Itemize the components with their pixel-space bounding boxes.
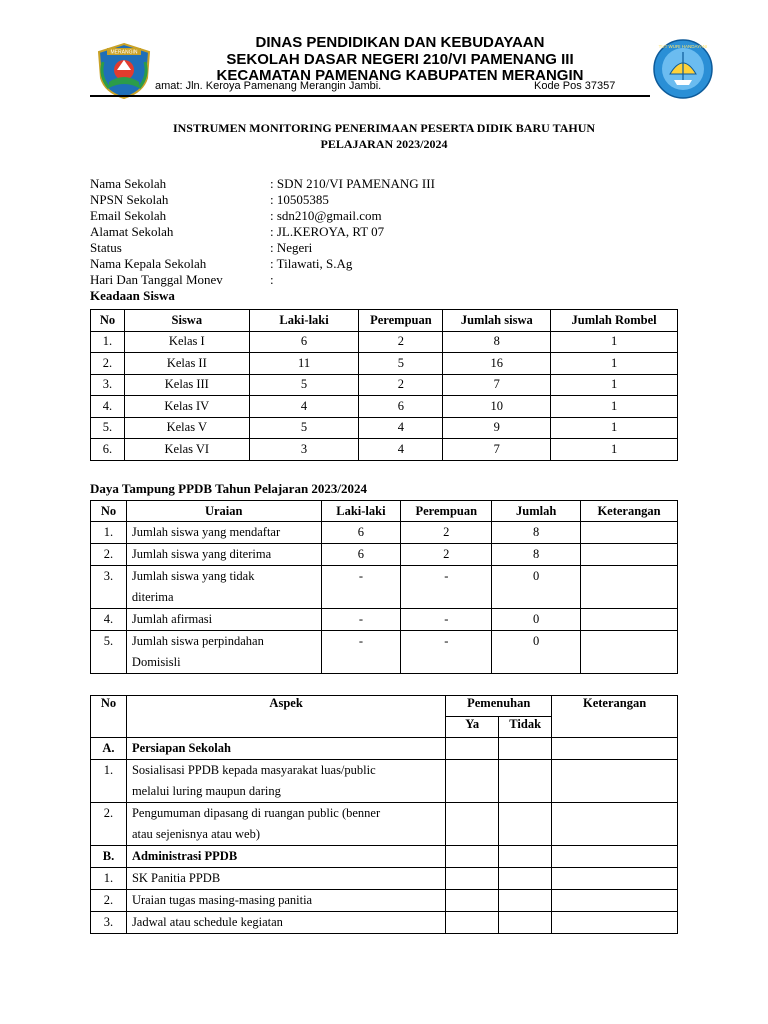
keadaan-siswa-title: Keadaan Siswa [90,288,175,303]
table-cell: 5. [91,417,125,439]
table-cell: 1. [91,331,125,353]
table-cell: 9 [443,417,551,439]
table-row [91,353,678,375]
table-cell: - [401,609,492,631]
table-cell [126,760,445,803]
table-row [91,544,678,566]
letterhead-line-2: SEKOLAH DASAR NEGERI 210/VI PAMENANG III [226,51,574,68]
table-cell: 6 [321,522,401,544]
table-cell: 0 [492,631,581,674]
column-header: Perempuan [401,501,492,522]
column-header: No [91,310,125,332]
uraian-line: Jumlah siswa yang mendaftar [131,525,281,539]
table-cell: 1. [91,522,127,544]
section-row [91,738,678,760]
table-cell: Jadwal atau schedule kegiatan [126,912,445,934]
keterangan-cell[interactable] [552,912,678,934]
section-row [91,846,678,868]
emblem-text: MERANGIN [110,49,138,56]
column-header: No [91,696,127,738]
table-cell: Kelas V [124,417,249,439]
table-cell: Administrasi PPDB [126,846,445,868]
table-cell: 1 [551,439,678,461]
aspek-line: atau sejenisnya atau web) [131,827,261,841]
logo-ring-text: TUT WURI HANDAYANI [658,44,708,49]
column-header: Laki-laki [321,501,401,522]
table-cell: 6 [249,331,359,353]
table-cell: 3 [249,439,359,461]
letterhead-address: amat: Jln. Keroya Pamenang Merangin Jambi. [155,80,382,92]
uraian-line: Jumlah afirmasi [131,612,213,626]
table-cell: 2. [91,890,127,912]
checkbox-cell-ya[interactable] [446,846,499,868]
table-cell: 4. [91,609,127,631]
identity-label: Status [90,240,122,255]
table-cell: 3. [91,374,125,396]
checkbox-cell-ya[interactable] [446,760,499,803]
column-header: Jumlah [492,501,581,522]
uraian-line: Jumlah siswa perpindahan [131,634,264,648]
checkbox-cell-tidak[interactable] [499,803,552,846]
letterhead-line-3: KECAMATAN PAMENANG KABUPATEN MERANGIN [216,67,584,84]
table-cell: 1. [91,760,127,803]
table-cell: - [321,631,401,674]
aspek-line: Sosialisasi PPDB kepada masyarakat luas/public [131,763,376,777]
column-header: Keterangan [581,501,678,522]
column-header: Jumlah siswa [443,310,551,332]
table-cell: 7 [443,439,551,461]
identity-label: Hari Dan Tanggal Monev [90,272,223,287]
table-cell: 6. [91,439,125,461]
table-cell: A. [91,738,127,760]
uraian-line: Jumlah siswa yang tidak [131,569,255,583]
table-cell: 4 [359,417,443,439]
keterangan-cell[interactable] [552,846,678,868]
aspek-line: Pengumuman dipasang di ruangan public (benner [131,806,381,820]
column-header: No [91,501,127,522]
table-cell: - [401,631,492,674]
table-cell [126,522,321,544]
table-row [91,417,678,439]
tut-wuri-handayani-logo-icon [652,38,714,100]
table-row [91,522,678,544]
document-title-line-2: PELAJARAN 2023/2024 [320,137,448,151]
identity-label: Nama Kepala Sekolah [90,256,207,271]
table-row [91,868,678,890]
letterhead-postal-code: Kode Pos 37357 [534,80,616,92]
table-cell: 0 [492,566,581,609]
column-header: Aspek [126,696,445,738]
table-row [91,566,678,609]
daya-tampung-table [90,500,678,674]
table-cell [581,609,678,631]
checkbox-cell-tidak[interactable] [499,738,552,760]
identity-value: : [270,272,274,287]
column-header: Jumlah Rombel [551,310,678,332]
document-title-line-1: INSTRUMEN MONITORING PENERIMAAN PESERTA DIDIK BARU TAHUN [172,121,596,135]
aspek-line: melalui luring maupun daring [131,784,281,798]
table-cell: - [401,566,492,609]
column-header: Tidak [499,717,552,738]
table-cell [581,544,678,566]
table-row [91,609,678,631]
table-cell: 3. [91,912,127,934]
table-cell: 2. [91,353,125,375]
table-cell: Kelas II [124,353,249,375]
table-row [91,439,678,461]
identity-label: Alamat Sekolah [90,224,174,239]
checkbox-cell-tidak[interactable] [499,846,552,868]
uraian-line: Domisisli [131,655,181,669]
checkbox-cell-ya[interactable] [446,868,499,890]
table-row [91,890,678,912]
table-cell [126,609,321,631]
keterangan-cell[interactable] [552,738,678,760]
table-cell: Kelas VI [124,439,249,461]
table-cell [581,566,678,609]
table-cell: 6 [321,544,401,566]
table-cell: 5. [91,631,127,674]
checkbox-cell-ya[interactable] [446,912,499,934]
checkbox-cell-ya[interactable] [446,738,499,760]
identity-label: Email Sekolah [90,208,167,223]
identity-value: : SDN 210/VI PAMENANG III [270,176,435,191]
table-cell: Persiapan Sekolah [126,738,445,760]
table-cell [581,631,678,674]
table-cell: 5 [249,374,359,396]
table-row [91,331,678,353]
daya-tampung-title: Daya Tampung PPDB Tahun Pelajaran 2023/2024 [90,481,368,496]
checkbox-cell-tidak[interactable] [499,760,552,803]
table-cell [126,544,321,566]
column-header: Siswa [124,310,249,332]
column-header: Keterangan [552,696,678,738]
table-cell: B. [91,846,127,868]
table-cell: 16 [443,353,551,375]
table-cell: SK Panitia PPDB [126,868,445,890]
table-cell: 1 [551,353,678,375]
keterangan-cell[interactable] [552,760,678,803]
table-cell [126,803,445,846]
table-cell: Kelas IV [124,396,249,418]
table-header-row [91,310,678,332]
table-cell: 5 [249,417,359,439]
table-cell: 1 [551,374,678,396]
table-row [91,396,678,418]
table-cell: Uraian tugas masing-masing panitia [126,890,445,912]
table-cell: 2 [359,374,443,396]
table-cell: 1 [551,331,678,353]
column-header: Ya [446,717,499,738]
uraian-line: Jumlah siswa yang diterima [131,547,272,561]
table-header-row [91,501,678,522]
uraian-line: diterima [131,590,174,604]
table-cell: Kelas III [124,374,249,396]
table-row [91,803,678,846]
table-cell: 2 [359,331,443,353]
letterhead-divider [90,95,650,97]
table-cell: 2 [401,544,492,566]
table-cell: 6 [359,396,443,418]
table-cell: 5 [359,353,443,375]
table-cell: 8 [492,544,581,566]
table-cell [126,566,321,609]
table-cell: 2 [401,522,492,544]
keterangan-cell[interactable] [552,868,678,890]
column-header: Pemenuhan [446,696,552,717]
identity-value: : Negeri [270,240,313,255]
checkbox-cell-tidak[interactable] [499,868,552,890]
merangin-regency-emblem-icon [95,42,153,100]
identity-label: NPSN Sekolah [90,192,169,207]
letterhead-line-1: DINAS PENDIDIKAN DAN KEBUDAYAAN [255,34,545,51]
table-cell: 7 [443,374,551,396]
checkbox-cell-tidak[interactable] [499,890,552,912]
table-row [91,631,678,674]
table-cell [126,631,321,674]
column-header: Uraian [126,501,321,522]
checkbox-cell-ya[interactable] [446,803,499,846]
table-row [91,760,678,803]
checkbox-cell-ya[interactable] [446,890,499,912]
table-cell [581,522,678,544]
table-cell: 1 [551,417,678,439]
table-header-row [91,696,678,717]
table-cell: 0 [492,609,581,631]
table-cell: 1. [91,868,127,890]
table-cell: 2. [91,544,127,566]
table-cell: Kelas I [124,331,249,353]
column-header: Perempuan [359,310,443,332]
table-row [91,912,678,934]
identity-value: : sdn210@gmail.com [270,208,382,223]
table-cell: 4 [359,439,443,461]
table-row [91,374,678,396]
identity-value: : JL.KEROYA, RT 07 [270,224,385,239]
table-cell: - [321,609,401,631]
table-cell: 3. [91,566,127,609]
document-title [90,120,678,152]
keterangan-cell[interactable] [552,803,678,846]
identity-value: : 10505385 [270,192,329,207]
table-cell: 11 [249,353,359,375]
identity-label: Nama Sekolah [90,176,167,191]
table-cell: 2. [91,803,127,846]
keadaan-siswa-table [90,309,678,461]
keterangan-cell[interactable] [552,890,678,912]
table-cell: 4 [249,396,359,418]
checkbox-cell-tidak[interactable] [499,912,552,934]
table-cell: 10 [443,396,551,418]
table-cell: 4. [91,396,125,418]
table-cell: 1 [551,396,678,418]
identity-value: : Tilawati, S.Ag [270,256,353,271]
table-cell: 8 [443,331,551,353]
aspek-table [90,695,678,934]
column-header: Laki-laki [249,310,359,332]
table-cell: 8 [492,522,581,544]
table-cell: - [321,566,401,609]
